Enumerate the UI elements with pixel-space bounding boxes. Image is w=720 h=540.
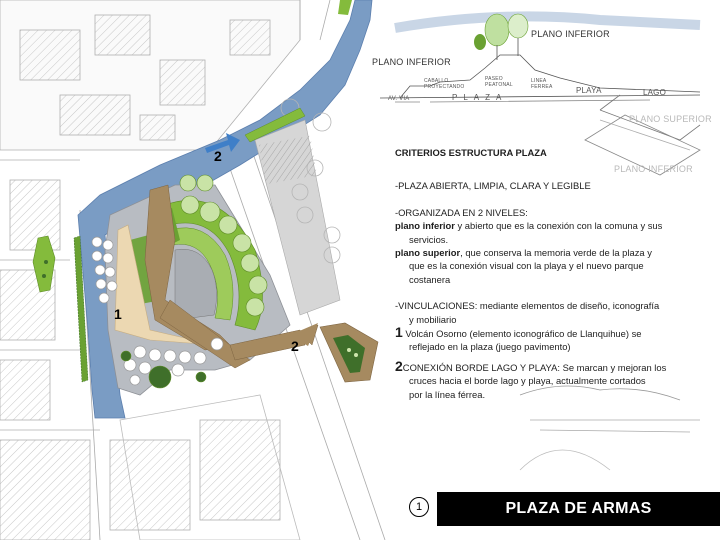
criteria-item-2 (395, 357, 685, 374)
section-label-small-1: CABALLO PROYECTANDO (424, 78, 465, 90)
axon-label-plano-inferior: PLANO INFERIOR (614, 164, 693, 174)
axon-label-plano-superior: PLANO SUPERIOR (629, 114, 712, 124)
plan-marker-2-top: 2 (214, 148, 222, 164)
footer-title-bar (437, 492, 720, 526)
criteria-plano-superior-cont-2: costanera (409, 273, 451, 285)
plano-inferior-bold: plano inferior (395, 220, 455, 232)
section-label-lago: LAGO (643, 88, 667, 97)
item-1-text: Volcán Osorno (elemento iconográfico de Llanquihue) se (402, 328, 642, 340)
criteria-item-1 (395, 326, 685, 340)
criteria-line-two-levels: -ORGANIZADA EN 2 NIVELES: (395, 206, 528, 218)
criteria-item-2-cont-1: cruces hacia el borde lago y playa, actualmente cortados (409, 375, 646, 387)
section-label-plano-inferior-right: PLANO INFERIOR (531, 29, 610, 39)
item-1-marker: 1 (395, 324, 403, 341)
top-right-green (338, 0, 352, 15)
footer-title: PLAZA DE ARMAS (505, 500, 652, 517)
section-label-small-3: LINEA FERREA (531, 78, 553, 90)
plano-superior-text: , que conserva la memoria verde de la plaza y (460, 247, 652, 259)
criteria-plano-superior (395, 246, 685, 259)
section-label-plaza: PLAZA (452, 93, 508, 102)
section-label-av: AV. VIA (388, 96, 410, 102)
criteria-vinculaciones-cont: y mobiliario (409, 313, 457, 325)
criteria-title: CRITERIOS ESTRUCTURA PLAZA (395, 147, 547, 158)
item-2-marker: 2 (395, 357, 403, 374)
section-label-small-2: PASEO PEATONAL (485, 76, 513, 88)
criteria-line-open-plaza: -PLAZA ABIERTA, LIMPIA, CLARA Y LEGIBLE (395, 180, 591, 192)
criteria-item-1-cont: reflejado en la plaza (juego pavimento) (409, 341, 571, 353)
criteria-plano-inferior-cont: servicios. (409, 233, 449, 245)
criteria-text-block (395, 146, 685, 401)
criteria-plano-inferior (395, 219, 685, 232)
plan-marker-1: 1 (114, 306, 122, 322)
criteria-plano-superior-cont-1: que es la conexión visual con la playa y el nuevo parque (409, 260, 644, 272)
criteria-vinculaciones: -VINCULACIONES: mediante elementos de diseño, iconografía (395, 300, 660, 312)
plano-superior-bold: plano superior (395, 247, 461, 259)
slide-number-icon: 1 (409, 497, 429, 517)
section-label-plano-inferior-left: PLANO INFERIOR (372, 57, 451, 67)
item-2-text: CONEXIÓN BORDE LAGO Y PLAYA: Se marcan y mejoran los (402, 361, 667, 373)
criteria-item-2-cont-2: por la línea férrea. (409, 388, 486, 400)
plano-inferior-text: y abierto que es la conexión con la comuna y sus (454, 220, 663, 232)
section-label-playa: PLAYA (576, 86, 602, 95)
plan-marker-2-right: 2 (291, 338, 299, 354)
